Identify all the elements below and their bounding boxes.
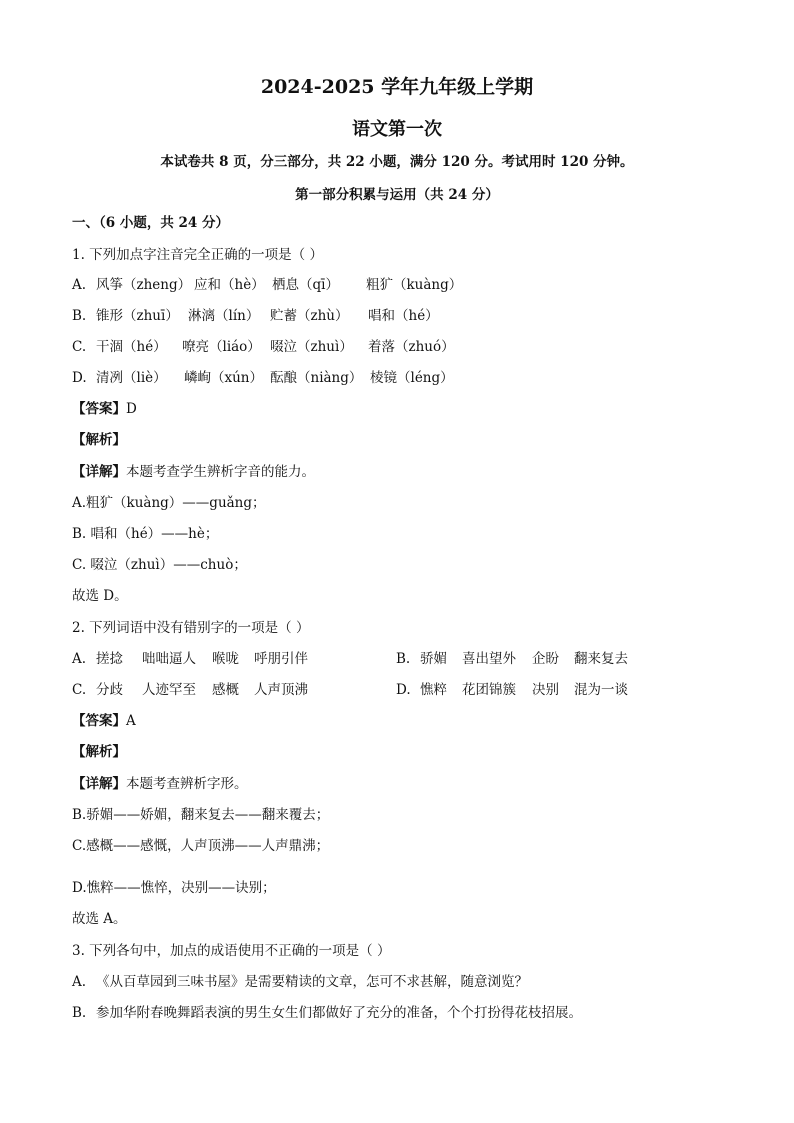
q2-option-c bbox=[72, 680, 308, 700]
option-item: 清冽（liè） bbox=[96, 370, 167, 386]
option-item: 锥形（zhuī） bbox=[96, 308, 179, 324]
option-label: A. bbox=[72, 277, 87, 293]
option-item: 搓捻 bbox=[96, 651, 123, 667]
option-item: 棱镜（léng） bbox=[370, 370, 454, 386]
q2-analysis-line: D.憔粹——憔悴，决别——诀别； bbox=[72, 880, 276, 896]
option-item: 风筝（zheng） bbox=[96, 277, 192, 293]
option-item: 感概 bbox=[212, 682, 239, 698]
q2-option-b bbox=[396, 649, 628, 669]
option-item: 企盼 bbox=[532, 651, 559, 667]
q2-analysis-line: C.感概——感慨，人声顶沸——人声鼎沸； bbox=[72, 838, 330, 854]
q2-stem: 2. 下列词语中没有错别字的一项是（ ） bbox=[72, 620, 310, 636]
q2-conclusion: 故选 A。 bbox=[72, 911, 127, 927]
option-item: 人声顶沸 bbox=[254, 682, 308, 698]
option-item: 咄咄逼人 bbox=[142, 651, 196, 667]
option-item: 分歧 bbox=[96, 682, 123, 698]
option-label: B. bbox=[396, 651, 411, 667]
option-item: 呼朋引伴 bbox=[254, 651, 308, 667]
q1-analysis-tag: 【解析】 bbox=[72, 432, 126, 448]
option-item: 粗犷（kuàng） bbox=[366, 277, 463, 293]
option-item: 应和（hè） bbox=[194, 277, 265, 293]
q1-option-d bbox=[72, 368, 454, 388]
exam-info: 本试卷共 8 页，分三部分，共 22 小题，满分 120 分。考试用时 120 分钟。 bbox=[160, 154, 634, 170]
q3-option-a bbox=[72, 972, 528, 992]
q1-option-a bbox=[72, 275, 462, 295]
detail-tag: 【详解】 bbox=[72, 776, 126, 792]
q2-analysis-tag: 【解析】 bbox=[72, 744, 126, 760]
q1-stem: 1. 下列加点字注音完全正确的一项是（ ） bbox=[72, 247, 323, 263]
option-item: 干涸（hé） bbox=[96, 339, 167, 355]
option-text: 参加华附春晚舞蹈表演的男生女生们都做好了充分的准备，个个打扮得花枝招展。 bbox=[96, 1005, 582, 1021]
q2-analysis-line: B.骄媚——娇媚，翻来复去——翻来覆去； bbox=[72, 807, 330, 823]
option-label: B. bbox=[72, 1005, 87, 1021]
option-label: D. bbox=[72, 370, 87, 386]
q1-analysis-line: A.粗犷（kuàng）——guǎng； bbox=[72, 495, 266, 511]
answer-tag: 【答案】 bbox=[72, 401, 126, 417]
option-item: 决别 bbox=[532, 682, 559, 698]
option-item: 栖息（qī） bbox=[272, 277, 339, 293]
option-item: 骄媚 bbox=[420, 651, 447, 667]
q1-answer bbox=[72, 399, 137, 419]
section-heading: 一、（6 小题，共 24 分） bbox=[72, 215, 230, 231]
part-title: 第一部分积累与运用（共 24 分） bbox=[295, 187, 499, 203]
q2-answer bbox=[72, 711, 136, 731]
option-item: 贮蓄（zhù） bbox=[270, 308, 349, 324]
option-label: D. bbox=[396, 682, 411, 698]
option-item: 嶙峋（xún） bbox=[184, 370, 264, 386]
q3-stem: 3. 下列各句中，加点的成语使用不正确的一项是（ ） bbox=[72, 943, 391, 959]
option-label: C. bbox=[72, 682, 87, 698]
q1-analysis-line: C. 啜泣（zhuì）——chuò； bbox=[72, 557, 247, 573]
q2-option-d bbox=[396, 680, 628, 700]
option-item: 花团锦簇 bbox=[462, 682, 516, 698]
option-item: 淋漓（lín） bbox=[188, 308, 260, 324]
q2-detail bbox=[72, 774, 248, 794]
option-item: 翻来复去 bbox=[574, 651, 628, 667]
option-label: C. bbox=[72, 339, 87, 355]
answer-value: D bbox=[126, 401, 137, 417]
q1-option-b bbox=[72, 306, 439, 326]
detail-tag: 【详解】 bbox=[72, 464, 126, 480]
option-text: 《从百草园到三味书屋》是需要精读的文章，怎可不求甚解，随意浏览？ bbox=[96, 974, 528, 990]
option-label: A. bbox=[72, 974, 87, 990]
option-item: 喜出望外 bbox=[462, 651, 516, 667]
q1-conclusion: 故选 D。 bbox=[72, 588, 128, 604]
q2-option-a bbox=[72, 649, 308, 669]
option-item: 着落（zhuó） bbox=[368, 339, 455, 355]
option-item: 嘹亮（liáo） bbox=[182, 339, 261, 355]
detail-text: 本题考查学生辨析字音的能力。 bbox=[126, 464, 315, 480]
detail-text: 本题考查辨析字形。 bbox=[126, 776, 248, 792]
q1-analysis-line: B. 唱和（hé）——hè； bbox=[72, 526, 219, 542]
option-item: 人迹罕至 bbox=[142, 682, 196, 698]
option-item: 唱和（hé） bbox=[368, 308, 439, 324]
option-item: 喉咙 bbox=[212, 651, 239, 667]
answer-tag: 【答案】 bbox=[72, 713, 126, 729]
option-item: 憔粹 bbox=[420, 682, 447, 698]
q3-option-b bbox=[72, 1003, 582, 1023]
option-label: B. bbox=[72, 308, 87, 324]
answer-value: A bbox=[126, 713, 136, 729]
q1-detail bbox=[72, 462, 315, 482]
option-item: 酝酿（niàng） bbox=[270, 370, 363, 386]
q1-option-c bbox=[72, 337, 455, 357]
option-item: 啜泣（zhuì） bbox=[270, 339, 353, 355]
page-subtitle: 语文第一次 bbox=[352, 119, 442, 140]
option-item: 混为一谈 bbox=[574, 682, 628, 698]
option-label: A. bbox=[72, 651, 87, 667]
page-title: 2024-2025 学年九年级上学期 bbox=[260, 76, 534, 98]
